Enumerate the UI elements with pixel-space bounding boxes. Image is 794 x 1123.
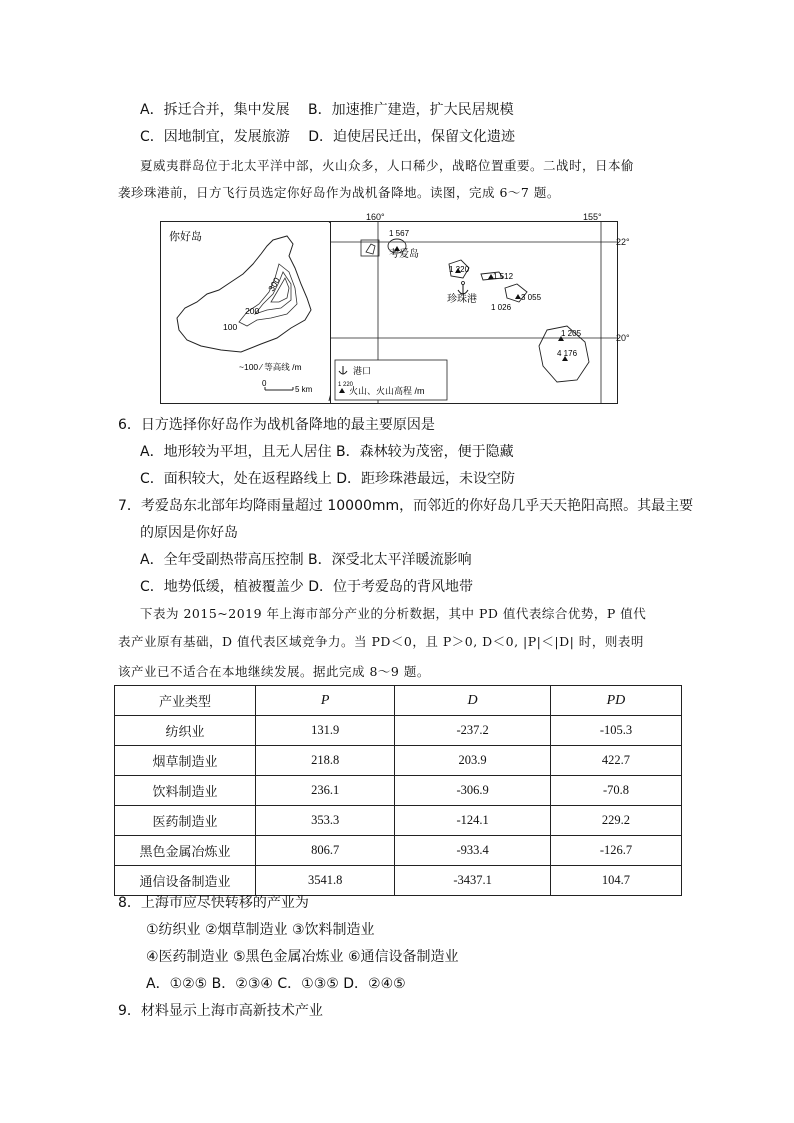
p-value: 131.9 [256, 716, 395, 746]
industry-name: 纺织业 [115, 716, 256, 746]
volcano-height-oahu: 1 220 [449, 265, 470, 274]
legend-port-label: 港口 [353, 366, 372, 376]
q5-options-line-1: A．拆迁合并，集中发展 B．加速推广建造，扩大民居规模 [140, 102, 514, 118]
p-value: 353.3 [256, 806, 395, 836]
industry-data-table [114, 685, 682, 896]
lon-160-label: 160° [366, 212, 385, 222]
p-value: 236.1 [256, 776, 395, 806]
pearl-harbor-label: 珍珠港 [447, 294, 477, 305]
lon-155-label: 155° [583, 212, 602, 222]
contour-100 [239, 264, 297, 326]
header-industry-type: 产业类型 [115, 686, 256, 716]
d-value: -306.9 [395, 776, 551, 806]
pd-value: -70.8 [550, 776, 681, 806]
anchor-icon [458, 282, 468, 295]
d-value: -3437.1 [395, 866, 551, 896]
p-value: 806.7 [256, 836, 395, 866]
table-row [115, 806, 682, 836]
q8-list-line-1: ①纺织业 ②烟草制造业 ③饮料制造业 [146, 922, 375, 938]
industry-name: 烟草制造业 [115, 746, 256, 776]
intro-8-9-line-2: 表产业原有基础，D 值代表区域竞争力。当 PD＜0，且 P＞0, D＜0, |P|＜|D| 时，则表明 [118, 634, 644, 649]
q6-options-line-2: C．面积较大，处在返程路线上 D．距珍珠港最远，未设空防 [140, 471, 516, 487]
q8-stem: 8．上海市应尽快转移的产业为 [118, 895, 309, 911]
industry-name: 通信设备制造业 [115, 866, 256, 896]
q7-stem-line-1: 7．考爱岛东北部年均降雨量超过 10000mm，而邻近的你好岛几乎天天艳阳高照。其最主要 [118, 498, 694, 514]
intro-8-9-line-3: 该产业已不适合在本地继续发展。据此完成 8～9 题。 [118, 664, 430, 679]
pd-value: -126.7 [550, 836, 681, 866]
intro-6-7-line-1: 夏威夷群岛位于北太平洋中部，火山众多，人口稀少，战略位置重要。二战时，日本偷 [140, 158, 635, 173]
industry-name: 医药制造业 [115, 806, 256, 836]
lat-22-label: 22° [616, 237, 630, 247]
pd-value: 229.2 [550, 806, 681, 836]
volcano-height-4176: 4 176 [557, 349, 578, 358]
contour-label-100: 100 [223, 322, 238, 332]
pd-value: 104.7 [550, 866, 681, 896]
inset-title: 你好岛 [169, 231, 202, 243]
scale-zero: 0 [262, 379, 267, 388]
intro-6-7-line-2: 袭珍珠港前，日方飞行员选定你好岛作为战机备降地。读图，完成 6～7 题。 [118, 185, 560, 200]
q7-stem-line-2: 的原因是你好岛 [140, 525, 238, 541]
table-row [115, 836, 682, 866]
legend-volcano-label: 火山、火山高程 /m [349, 386, 425, 396]
table-row [115, 716, 682, 746]
volcano-height-maui: 3 055 [521, 293, 542, 302]
p-value: 3541.8 [256, 866, 395, 896]
q5-options-line-2: C．因地制宜，发展旅游 D．迫使居民迁出，保留文化遗迹 [140, 129, 516, 145]
table-row [115, 776, 682, 806]
table-header-row [115, 686, 682, 716]
lon-label-160 [367, 222, 386, 223]
d-value: -124.1 [395, 806, 551, 836]
industry-name: 黑色金属冶炼业 [115, 836, 256, 866]
hawaii-islands-map [330, 221, 618, 404]
scale-label: 5 km [295, 385, 313, 394]
volcano-height-1205: 1 205 [561, 329, 582, 338]
d-value: 203.9 [395, 746, 551, 776]
table-row [115, 866, 682, 896]
d-value: -237.2 [395, 716, 551, 746]
q8-list-line-2: ④医药制造业 ⑤黑色金属冶炼业 ⑥通信设备制造业 [146, 949, 459, 965]
volcano-height-molokai: 1 512 [493, 272, 514, 281]
pd-value: -105.3 [550, 716, 681, 746]
d-value: -933.4 [395, 836, 551, 866]
kauai-label: 考爱岛 [389, 249, 419, 260]
contour-label-300: 300 [266, 275, 282, 293]
q9-stem: 9．材料显示上海市高新技术产业 [118, 1003, 323, 1019]
intro-8-9-line-1: 下表为 2015~2019 年上海市部分产业的分析数据，其中 PD 值代表综合优势，P 值代 [140, 606, 647, 621]
contour-label-200: 200 [245, 306, 260, 316]
p-value: 218.8 [256, 746, 395, 776]
header-p: P [256, 686, 395, 716]
volcano-height-1026: 1 026 [491, 303, 512, 312]
q8-options: A．①②⑤ B．②③④ C．①③⑤ D．②④⑤ [146, 976, 406, 992]
niihau-small [366, 244, 375, 254]
volcano-height-kauai: 1 567 [389, 229, 410, 238]
hawaii-map-svg [331, 222, 617, 403]
q6-options-line-1: A．地形较为平坦，且无人居住 B．森林较为茂密，便于隐藏 [140, 444, 514, 460]
q7-options-line-1: A．全年受副热带高压控制 B．深受北太平洋暖流影响 [140, 552, 472, 568]
table-row [115, 746, 682, 776]
lat-20-label: 20° [616, 333, 630, 343]
industry-name: 饮料制造业 [115, 776, 256, 806]
header-d: D [395, 686, 551, 716]
contour-legend: ~100 ⁄ 等高线 /m [239, 362, 302, 372]
q6-stem: 6．日方选择你好岛作为战机备降地的最主要原因是 [118, 417, 435, 433]
legend-volcano-number: 1 220 [338, 382, 354, 388]
pd-value: 422.7 [550, 746, 681, 776]
q7-options-line-2: C．地势低缓，植被覆盖少 D．位于考爱岛的背风地带 [140, 579, 474, 595]
header-pd: PD [550, 686, 681, 716]
